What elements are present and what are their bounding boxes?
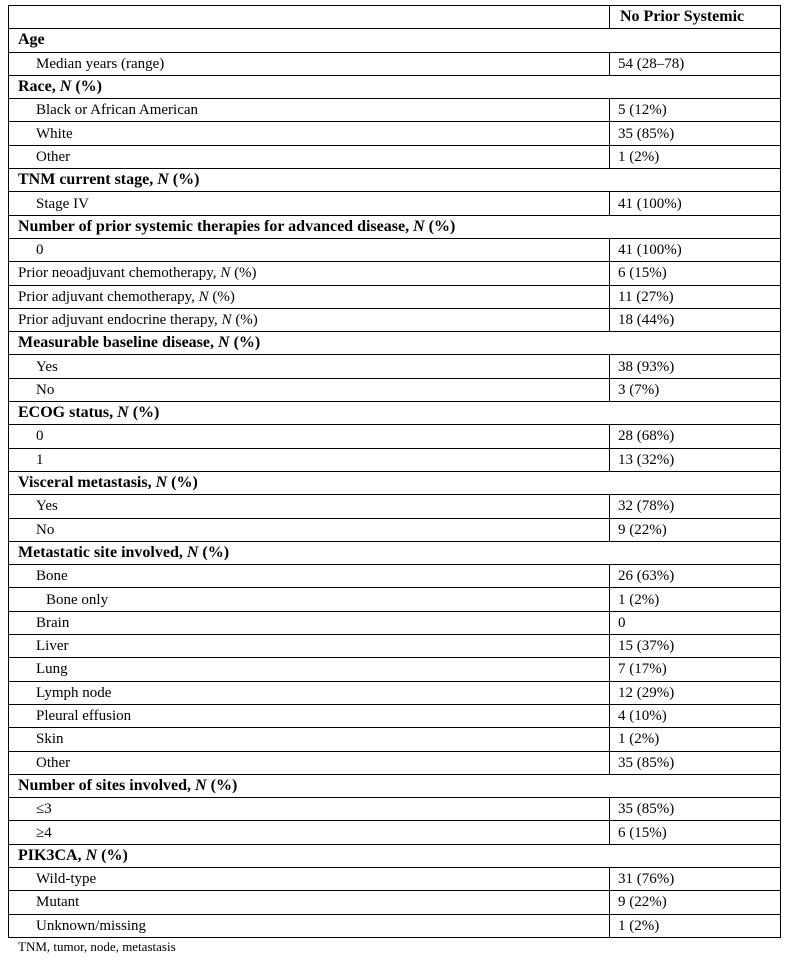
section-header-row <box>9 471 781 494</box>
row-label <box>9 611 610 634</box>
section-header-label <box>9 29 781 52</box>
row-label-text: 0 <box>36 428 44 445</box>
row-label <box>9 658 610 681</box>
row-label-text: Unknown/missing <box>36 917 147 934</box>
percent-symbol: (%) <box>168 171 200 189</box>
header-empty-cell <box>9 6 610 29</box>
row-label <box>9 425 610 448</box>
row-label <box>9 378 610 401</box>
row-label <box>9 728 610 751</box>
section-header-row <box>9 541 781 564</box>
row-value: 4 (10%) <box>610 704 781 727</box>
row-label-text: Skin <box>36 731 64 748</box>
section-header-row <box>9 75 781 98</box>
section-title: TNM current stage, <box>18 171 158 189</box>
section-title: Visceral metastasis, <box>18 474 156 492</box>
percent-symbol: (%) <box>208 288 235 305</box>
row-label-text: ≤3 <box>36 801 52 818</box>
row-label-text: Prior neoadjuvant chemotherapy, <box>18 265 221 282</box>
section-title: Number of prior systemic therapies for advanced disease, <box>18 217 414 235</box>
row-value: 54 (28–78) <box>610 52 781 75</box>
n-symbol: N <box>186 543 199 561</box>
table-row <box>9 751 781 774</box>
row-label <box>9 122 610 145</box>
row-label-text: White <box>36 125 73 142</box>
n-symbol: N <box>413 217 425 235</box>
row-value: 32 (78%) <box>610 495 781 518</box>
section-header-label <box>9 844 781 867</box>
n-symbol: N <box>85 846 98 864</box>
row-label-text: 1 <box>36 451 44 468</box>
column-header-no-prior-systemic: No Prior Systemic <box>610 6 781 29</box>
row-label-text: Stage IV <box>36 195 89 212</box>
row-label <box>9 798 610 821</box>
row-value: 6 (15%) <box>610 262 781 285</box>
percent-symbol: (%) <box>424 217 456 235</box>
row-value: 38 (93%) <box>610 355 781 378</box>
row-label <box>9 145 610 168</box>
n-symbol: N <box>221 312 232 328</box>
row-label <box>9 285 610 308</box>
row-value: 41 (100%) <box>610 238 781 261</box>
row-label <box>9 448 610 471</box>
row-value: 11 (27%) <box>610 285 781 308</box>
row-value: 18 (44%) <box>610 308 781 331</box>
table-row <box>9 425 781 448</box>
row-label-text: Lung <box>36 661 68 678</box>
section-header-label <box>9 75 781 98</box>
section-header-row <box>9 332 781 355</box>
row-label <box>9 262 610 285</box>
row-value: 1 (2%) <box>610 145 781 168</box>
n-symbol: N <box>117 404 129 422</box>
row-label-text: Other <box>36 754 71 771</box>
section-title: ECOG status, <box>18 404 118 422</box>
table-row <box>9 238 781 261</box>
row-value: 7 (17%) <box>610 658 781 681</box>
row-label-text: Prior adjuvant endocrine therapy, <box>18 312 222 328</box>
table-row <box>9 518 781 541</box>
row-label-text: No <box>36 381 55 398</box>
table-row <box>9 728 781 751</box>
row-label-text: Mutant <box>36 894 80 911</box>
section-title: Measurable baseline disease, <box>18 334 218 352</box>
section-header-label <box>9 541 781 564</box>
row-label <box>9 891 610 914</box>
row-label-text: Prior adjuvant chemotherapy, <box>18 288 199 305</box>
section-header-row <box>9 774 781 797</box>
row-value: 1 (2%) <box>610 728 781 751</box>
row-label <box>9 565 610 588</box>
row-value: 0 <box>610 611 781 634</box>
row-value: 35 (85%) <box>610 751 781 774</box>
table-row <box>9 99 781 122</box>
row-label <box>9 99 610 122</box>
row-label-text: Bone <box>36 568 68 585</box>
row-label <box>9 681 610 704</box>
table-row <box>9 448 781 471</box>
section-header-label <box>9 169 781 192</box>
n-symbol: N <box>218 334 230 352</box>
row-label <box>9 308 610 331</box>
row-label-text: Bone only <box>46 591 109 608</box>
section-title: Race, <box>18 78 60 96</box>
section-header-row <box>9 169 781 192</box>
table-row <box>9 378 781 401</box>
percent-symbol: (%) <box>128 404 160 422</box>
percent-symbol: (%) <box>231 312 258 328</box>
table-row <box>9 285 781 308</box>
section-header-row <box>9 402 781 425</box>
table-row <box>9 355 781 378</box>
section-header-label <box>9 215 781 238</box>
percent-symbol: (%) <box>198 543 230 561</box>
row-value: 13 (32%) <box>610 448 781 471</box>
row-label <box>9 355 610 378</box>
percent-symbol: (%) <box>71 78 102 96</box>
n-symbol: N <box>198 288 209 305</box>
row-label-text: Lymph node <box>36 684 112 701</box>
row-label-text: Yes <box>36 498 58 515</box>
percent-symbol: (%) <box>167 474 198 492</box>
n-symbol: N <box>157 171 169 189</box>
row-label <box>9 867 610 890</box>
row-label <box>9 914 610 937</box>
row-label <box>9 751 610 774</box>
table-row <box>9 262 781 285</box>
row-label <box>9 518 610 541</box>
row-value: 15 (37%) <box>610 635 781 658</box>
row-label-text: Median years (range) <box>36 55 165 72</box>
section-header-row <box>9 844 781 867</box>
row-label <box>9 635 610 658</box>
row-label-text: 0 <box>36 242 44 259</box>
section-header-label <box>9 402 781 425</box>
row-value: 35 (85%) <box>610 798 781 821</box>
table-row <box>9 611 781 634</box>
table-row <box>9 914 781 937</box>
row-value: 6 (15%) <box>610 821 781 844</box>
row-label <box>9 192 610 215</box>
table-header-row <box>9 6 781 29</box>
n-symbol: N <box>220 265 231 282</box>
row-label <box>9 52 610 75</box>
row-value: 28 (68%) <box>610 425 781 448</box>
table-row <box>9 635 781 658</box>
table-row <box>9 308 781 331</box>
row-label-text: Pleural effusion <box>36 708 132 725</box>
section-title: PIK3CA, <box>18 846 86 864</box>
row-value: 31 (76%) <box>610 867 781 890</box>
n-symbol: N <box>155 474 168 492</box>
row-label <box>9 588 610 611</box>
row-label <box>9 704 610 727</box>
section-header-label <box>9 332 781 355</box>
row-value: 1 (2%) <box>610 588 781 611</box>
section-title: Number of sites involved, <box>18 776 196 794</box>
table-row <box>9 52 781 75</box>
table-row <box>9 798 781 821</box>
row-label-text: ≥4 <box>36 824 52 841</box>
table-footnote: TNM, tumor, node, metastasis <box>18 939 176 954</box>
row-label-text: Yes <box>36 358 58 375</box>
table-row <box>9 588 781 611</box>
table-row <box>9 495 781 518</box>
row-label <box>9 821 610 844</box>
row-label <box>9 495 610 518</box>
table-row <box>9 658 781 681</box>
row-label <box>9 238 610 261</box>
section-header-row <box>9 29 781 52</box>
table-row <box>9 681 781 704</box>
row-value: 3 (7%) <box>610 378 781 401</box>
table-row <box>9 122 781 145</box>
row-value: 41 (100%) <box>610 192 781 215</box>
n-symbol: N <box>195 776 207 794</box>
row-value: 9 (22%) <box>610 891 781 914</box>
row-label-text: Brain <box>36 614 70 631</box>
row-value: 35 (85%) <box>610 122 781 145</box>
table-row <box>9 891 781 914</box>
table-row <box>9 565 781 588</box>
row-label-text: Wild-type <box>36 871 97 888</box>
table-row <box>9 704 781 727</box>
percent-symbol: (%) <box>229 334 261 352</box>
row-label-text: Liver <box>36 638 69 655</box>
section-header-label <box>9 774 781 797</box>
table-row <box>9 821 781 844</box>
row-value: 5 (12%) <box>610 99 781 122</box>
row-value: 9 (22%) <box>610 518 781 541</box>
row-label-text: Other <box>36 148 71 165</box>
percent-symbol: (%) <box>230 265 257 282</box>
percent-symbol: (%) <box>206 776 238 794</box>
section-header-row <box>9 215 781 238</box>
row-value: 12 (29%) <box>610 681 781 704</box>
n-symbol: N <box>59 78 72 96</box>
baseline-characteristics-table <box>8 5 781 938</box>
section-title: Age <box>18 31 45 49</box>
section-header-label <box>9 471 781 494</box>
row-value: 26 (63%) <box>610 565 781 588</box>
table-row <box>9 867 781 890</box>
row-label-text: No <box>36 521 55 538</box>
section-title: Metastatic site involved, <box>18 543 187 561</box>
row-value: 1 (2%) <box>610 914 781 937</box>
percent-symbol: (%) <box>97 846 128 864</box>
table-row <box>9 192 781 215</box>
row-label-text: Black or African American <box>36 102 199 119</box>
table-row <box>9 145 781 168</box>
